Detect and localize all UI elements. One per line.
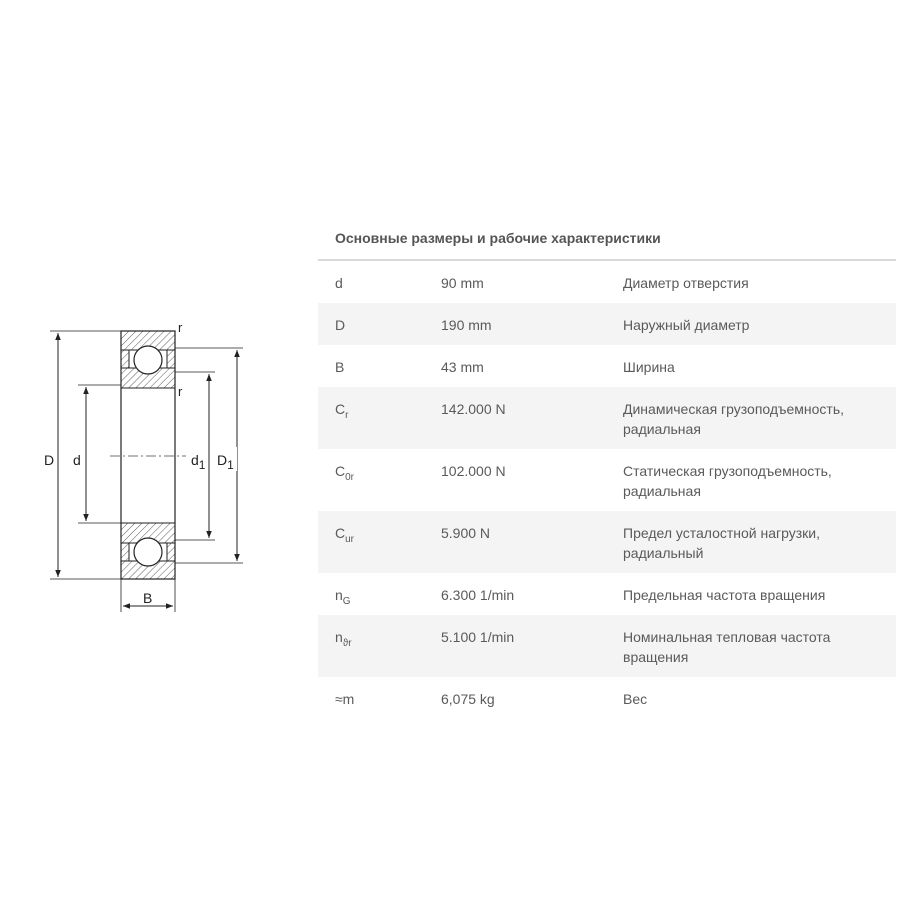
table-row bbox=[318, 303, 896, 345]
row-symbol: B bbox=[335, 359, 345, 375]
specs-table bbox=[318, 226, 896, 719]
row-symbol: D bbox=[335, 317, 346, 333]
row-symbol: $C_r$ bbox=[335, 401, 349, 421]
row-value: 6,075 kg bbox=[441, 691, 495, 707]
table-row bbox=[318, 449, 896, 511]
row-description: Предельная частота вращения bbox=[623, 587, 826, 603]
label-B: B bbox=[143, 590, 153, 606]
row-description: Номинальная тепловая частота вращения bbox=[623, 629, 831, 665]
row-symbol: $C_{ur}$ bbox=[335, 525, 355, 545]
row-value: 142.000 N bbox=[441, 401, 506, 417]
row-value: 102.000 N bbox=[441, 463, 506, 479]
ball-top bbox=[134, 346, 162, 374]
table-row bbox=[318, 387, 896, 449]
row-description: Диаметр отверстия bbox=[623, 275, 749, 291]
label-r-mid: r bbox=[178, 384, 183, 399]
label-D: D bbox=[44, 452, 55, 468]
row-description: Наружный диаметр bbox=[623, 317, 750, 333]
row-description: Вес bbox=[623, 691, 648, 707]
row-description: Динамическая грузоподъемность, радиальная bbox=[623, 401, 845, 437]
row-value: 5.900 N bbox=[441, 525, 491, 541]
top-ring-section bbox=[121, 331, 175, 388]
row-value: 5.100 1/min bbox=[441, 629, 515, 645]
row-value: 43 mm bbox=[441, 359, 484, 375]
ball-bottom bbox=[134, 538, 162, 566]
label-D1: D1 bbox=[217, 452, 234, 472]
row-symbol: $n_G$ bbox=[335, 587, 351, 607]
table-row bbox=[318, 511, 896, 573]
row-description: Ширина bbox=[623, 359, 675, 375]
bottom-ring-section bbox=[121, 523, 175, 579]
table-row bbox=[318, 261, 896, 303]
table-row bbox=[318, 573, 896, 615]
row-value: 6.300 1/min bbox=[441, 587, 515, 603]
row-value: 90 mm bbox=[441, 275, 484, 291]
label-d1: d1 bbox=[191, 452, 206, 472]
table-row bbox=[318, 345, 896, 387]
label-r-top: r bbox=[178, 320, 183, 335]
row-description: Статическая грузоподъемность, радиальная bbox=[623, 463, 832, 499]
row-description: Предел усталостной нагрузки, радиальный bbox=[623, 525, 821, 561]
table-row bbox=[318, 677, 896, 719]
row-symbol: $n_{ϑr}$ bbox=[335, 629, 352, 649]
row-symbol: d bbox=[335, 275, 343, 291]
bearing-drawing bbox=[40, 318, 245, 618]
table-title: Основные размеры и рабочие характеристики bbox=[318, 226, 896, 261]
row-symbol: ≈m bbox=[335, 691, 355, 707]
table-row bbox=[318, 615, 896, 677]
row-value: 190 mm bbox=[441, 317, 492, 333]
label-d: d bbox=[73, 452, 81, 468]
row-symbol: $C_{0r}$ bbox=[335, 463, 355, 483]
